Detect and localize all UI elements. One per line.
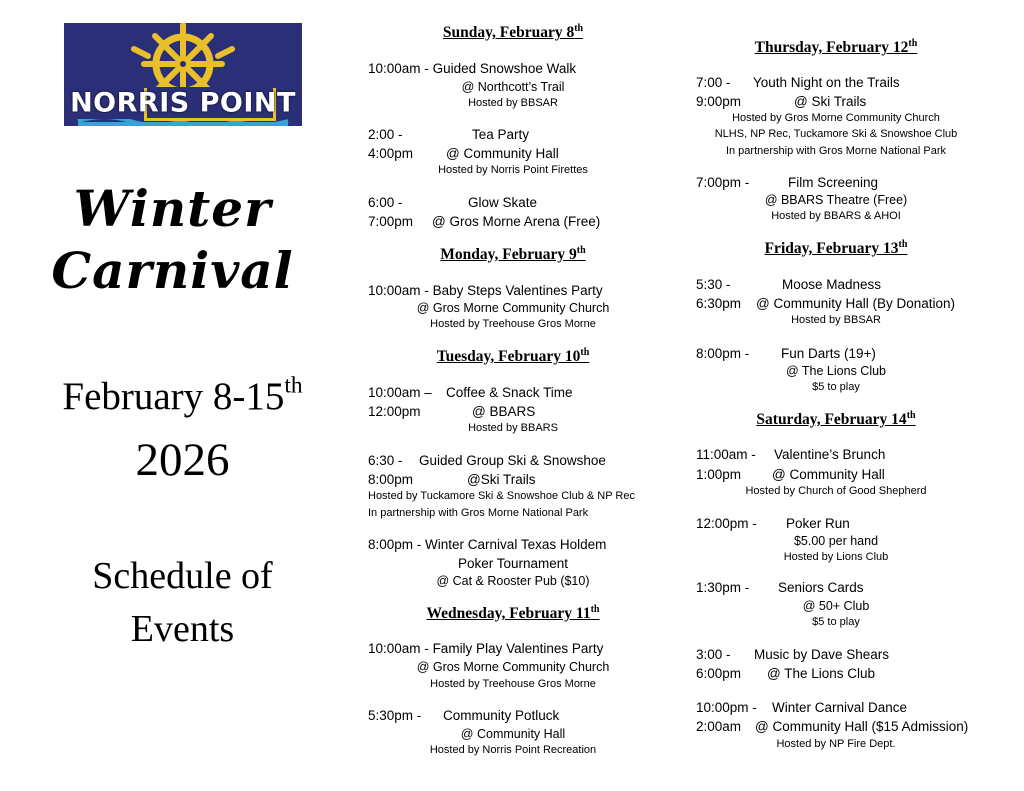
event-host: Hosted by Gros Morne Community Church	[732, 112, 940, 124]
event-name: Fun Darts (19+)	[781, 346, 876, 361]
event-location: @ The Lions Club	[785, 364, 886, 378]
event-host: Hosted by BBARS & AHOI	[771, 210, 901, 222]
event-name: Tea Party	[472, 127, 530, 142]
event-end: 9:00pm	[696, 94, 742, 109]
day-heading-thursday: Thursday, February 12th	[754, 38, 918, 56]
event-location: @Ski Trails	[467, 472, 536, 487]
event-time: 5:30pm -	[368, 708, 422, 723]
norris-point-logo	[64, 23, 302, 126]
event-host: Hosted by BBSAR	[791, 314, 881, 326]
event-name: Winter Carnival Texas Holdem	[425, 537, 607, 552]
event-partner: In partnership with Gros Morne National Park	[725, 145, 947, 157]
event-time: 1:30pm -	[696, 580, 750, 595]
event-name-continued: Poker Tournament	[457, 556, 569, 571]
event-location: @ Community Hall	[446, 146, 559, 161]
event-time: 8:00pm -	[696, 346, 750, 361]
logo-text: NORRIS POINT	[70, 87, 296, 119]
day-heading-wednesday: Wednesday, February 11th	[426, 604, 600, 622]
event-start: 7:00 -	[696, 75, 731, 90]
event-name: Community Potluck	[443, 708, 560, 723]
event-time: 7:00pm -	[696, 175, 750, 190]
event-start: 3:00 -	[696, 647, 731, 662]
event-location: @ Cat & Rooster Pub ($10)	[436, 574, 590, 588]
event-location: @ Community Hall ($15 Admission)	[755, 719, 969, 734]
event-host: Hosted by Treehouse Gros Morne	[430, 678, 596, 690]
event-location: @ Community Hall	[772, 467, 885, 482]
day-heading-sunday: Sunday, February 8th	[442, 23, 584, 41]
event-name: Winter Carnival Dance	[772, 700, 908, 715]
day-heading-monday: Monday, February 9th	[440, 245, 586, 263]
event-host: Hosted by NP Fire Dept.	[776, 738, 896, 750]
event-location: @ Northcott’s Trail	[461, 80, 565, 94]
event-name: Poker Run	[786, 516, 850, 531]
event-location: $5.00 per hand	[793, 534, 879, 548]
event-host: Hosted by Church of Good Shepherd	[745, 485, 927, 497]
event-name: Valentine’s Brunch	[774, 447, 886, 462]
date-range: February 8-15th	[62, 372, 303, 418]
event-name: Youth Night on the Trails	[753, 75, 900, 90]
event-host: $5 to play	[812, 616, 860, 628]
event-end: 2:00am	[696, 719, 742, 734]
event-name: Seniors Cards	[778, 580, 864, 595]
event-end: 7:00pm	[368, 214, 414, 229]
event-time: 10:00am - Guided Snowshoe Walk	[368, 61, 577, 76]
event-host: $5 to play	[812, 381, 860, 393]
event-host: Hosted by BBSAR	[468, 97, 558, 109]
event-partner: In partnership with Gros Morne National Park	[368, 507, 589, 519]
event-location: @ BBARS Theatre (Free)	[764, 193, 908, 207]
event-location: @ Community Hall	[460, 727, 566, 741]
day-heading-tuesday: Tuesday, February 10th	[436, 347, 590, 365]
event-start: 6:30 -	[368, 453, 403, 468]
event-host-2: NLHS, NP Rec, Tuckamore Ski & Snowshoe Club	[714, 128, 958, 140]
event-host: Hosted by Lions Club	[783, 551, 889, 563]
event-location: @ Gros Morne Community Church	[416, 301, 610, 315]
subtitle-schedule: Schedule of	[92, 555, 273, 597]
event-name: Baby Steps Valentines Party	[432, 283, 603, 298]
event-host: Hosted by Norris Point Firettes	[438, 164, 588, 176]
event-start: 2:00 -	[368, 127, 403, 142]
event-host: Hosted by Norris Point Recreation	[429, 744, 597, 756]
event-time: 8:00pm - Winter Carnival Texas Holdem	[368, 537, 607, 552]
event-name: Glow Skate	[468, 195, 538, 210]
event-location: @ The Lions Club	[767, 666, 876, 681]
event-location: @ Gros Morne Community Church	[416, 660, 610, 674]
event-name: Music by Dave Shears	[754, 647, 890, 662]
event-start: 10:00pm -	[696, 700, 757, 715]
event-location: @ BBARS	[472, 404, 536, 419]
event-host: Hosted by Treehouse Gros Morne	[430, 318, 596, 330]
event-time: 12:00pm -	[696, 516, 757, 531]
event-end: 6:00pm	[696, 666, 742, 681]
event-location: @ Gros Morne Arena (Free)	[432, 214, 601, 229]
event-start: 5:30 -	[696, 277, 731, 292]
event-location: @ 50+ Club	[802, 599, 870, 613]
event-name: Guided Snowshoe Walk	[432, 61, 577, 76]
event-host: Hosted by BBARS	[468, 422, 558, 434]
subtitle-events: Events	[130, 608, 235, 650]
title-carnival: Carnival	[51, 241, 294, 300]
event-start: 6:00 -	[368, 195, 403, 210]
event-end: 12:00pm	[368, 404, 421, 419]
event-host: Hosted by Tuckamore Ski & Snowshoe Club & NP Rec	[368, 490, 635, 502]
event-name: Moose Madness	[782, 277, 882, 292]
day-heading-saturday: Saturday, February 14th	[756, 410, 916, 428]
event-start: 10:00am –	[368, 385, 432, 400]
day-heading-friday: Friday, February 13th	[764, 239, 908, 257]
event-time: 10:00am - Baby Steps Valentines Party	[368, 283, 603, 298]
event-start: 11:00am -	[696, 447, 756, 462]
event-end: 6:30pm	[696, 296, 742, 311]
event-end: 8:00pm	[368, 472, 414, 487]
event-name: Guided Group Ski & Snowshoe	[419, 453, 606, 468]
event-name: Film Screening	[788, 175, 879, 190]
event-location: @ Community Hall (By Donation)	[756, 296, 956, 311]
event-end: 4:00pm	[368, 146, 414, 161]
event-name: Coffee & Snack Time	[446, 385, 573, 400]
event-name: Family Play Valentines Party	[432, 641, 604, 656]
year: 2026	[135, 434, 230, 486]
event-end: 1:00pm	[696, 467, 742, 482]
title-winter: Winter	[73, 179, 272, 238]
event-location: @ Ski Trails	[794, 94, 867, 109]
event-time: 10:00am - Family Play Valentines Party	[368, 641, 604, 656]
